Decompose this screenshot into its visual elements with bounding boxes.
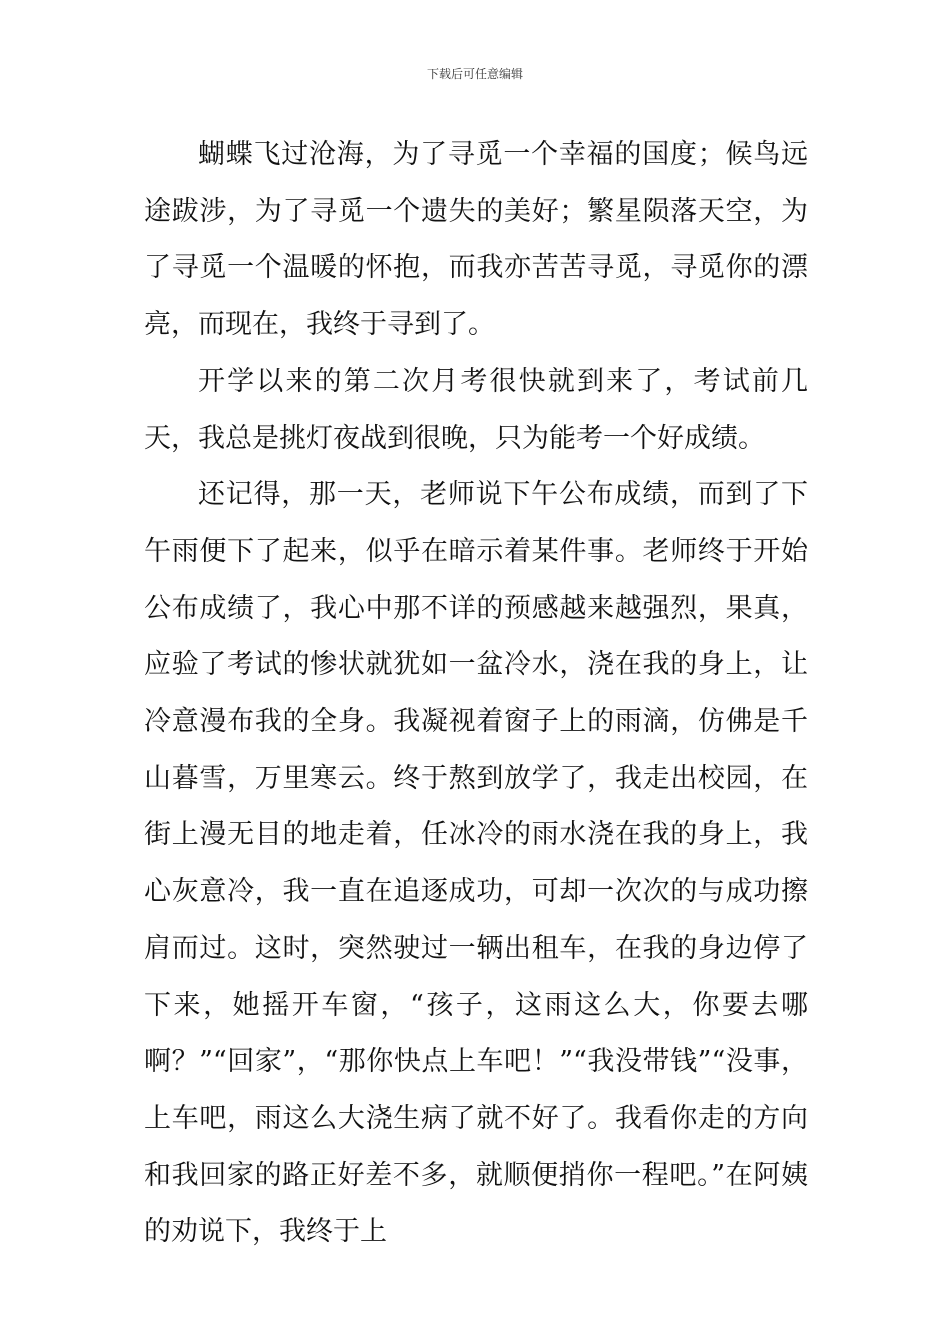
page-header: 下载后可任意编辑 (426, 67, 523, 81)
paragraph-1: 蝴蝶飞过沧海，为了寻觅一个幸福的国度；候鸟远途跋涉，为了寻觅一个遗失的美好；繁星陨落天空，为了寻觅一个温暖的怀抱，而我亦苦苦寻觅，寻觅你的漂亮，而现在，我终于寻到了。 (144, 139, 808, 341)
document-body (144, 127, 808, 1261)
paragraph-3: 还记得，那一天，老师说下午公布成绩，而到了下午雨便下了起来，似乎在暗示着某件事。老师终于开始公布成绩了，我心中那不详的预感越来越强烈，果真，应验了考试的惨状就犹如一盆冷水，浇在我的身上，让冷意漫布我的全身。我凝视着窗子上的雨滴，仿佛是千山暮雪，万里寒云。终于熬到放学了，我走出校园，在街上漫无目的地走着，任冰冷的雨水浇在我的身上，我心灰意冷，我一直在追逐成功，可却一次次的与成功擦肩而过。这时，突然驶过一辆出租车，在我的身边停了下来，她摇开车窗，“孩子，这雨这么大，你要去哪啊？”“回家”，“那你快点上车吧！”“我没带钱”“没事，上车吧，雨这么大浇生病了就不好了。我看你走的方向和我回家的路正好差不多，就顺便捎你一程吧。”在阿姨的劝说下，我终于上 (144, 479, 808, 1248)
paragraph-2: 开学以来的第二次月考很快就到来了，考试前几天，我总是挑灯夜战到很晚，只为能考一个好成绩。 (144, 365, 808, 454)
